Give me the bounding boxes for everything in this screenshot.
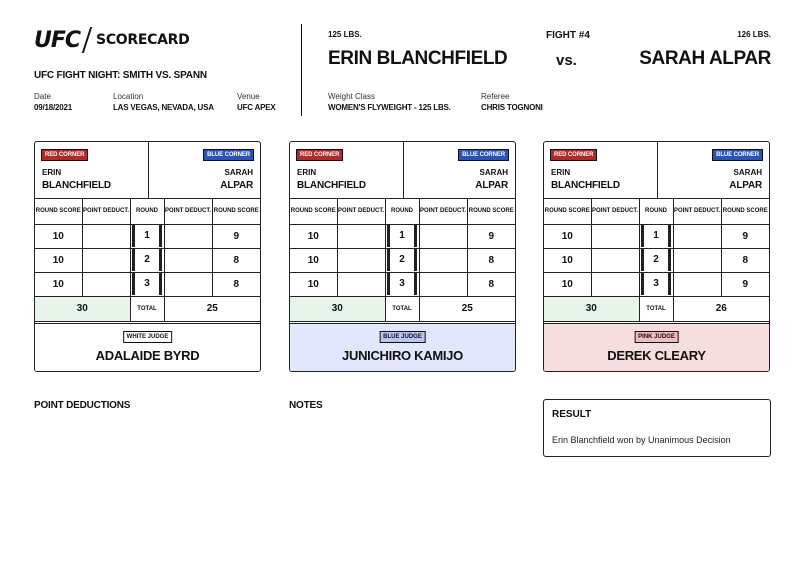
header-divider bbox=[301, 24, 302, 116]
card-divider bbox=[657, 142, 658, 199]
total-label: TOTAL bbox=[639, 296, 673, 321]
judge-name: JUNICHIRO KAMIJO bbox=[342, 348, 463, 363]
blue-round-score: 9 bbox=[212, 224, 260, 248]
judge-name: DEREK CLEARY bbox=[607, 348, 706, 363]
blue-point-deduct-header: POINT DEDUCT. bbox=[419, 199, 467, 224]
blue-point-deduct-header: POINT DEDUCT. bbox=[164, 199, 212, 224]
total-row bbox=[35, 296, 260, 321]
referee-value: CHRIS TOGNONI bbox=[481, 103, 543, 112]
page-title: SCORECARD bbox=[96, 32, 190, 48]
judge-area bbox=[290, 323, 515, 372]
blue-round-score: 8 bbox=[721, 248, 769, 272]
result-title: RESULT bbox=[552, 409, 592, 420]
date-label: Date bbox=[34, 92, 51, 101]
blue-round-score-header: ROUND SCORE bbox=[212, 199, 260, 224]
logo-divider bbox=[82, 27, 92, 53]
blue-total: 26 bbox=[673, 296, 769, 321]
judge-badge: PINK JUDGE bbox=[634, 331, 679, 343]
round-header: ROUND bbox=[639, 199, 673, 224]
round-number bbox=[385, 224, 419, 248]
red-point-deduct-header: POINT DEDUCT. bbox=[591, 199, 639, 224]
blue-fighter-name: SARAH ALPAR bbox=[639, 48, 771, 69]
round-number-value: 2 bbox=[387, 249, 417, 271]
round-number-value: 1 bbox=[132, 225, 162, 247]
red-point-deduct-header: POINT DEDUCT. bbox=[337, 199, 385, 224]
blue-total: 25 bbox=[164, 296, 260, 321]
red-round-score: 10 bbox=[35, 248, 82, 272]
location-label: Location bbox=[113, 92, 144, 101]
round-number bbox=[385, 272, 419, 296]
blue-first-name: SARAH bbox=[479, 168, 508, 177]
round-number-value: 3 bbox=[387, 273, 417, 295]
round-number bbox=[639, 224, 673, 248]
red-round-score-header: ROUND SCORE bbox=[290, 199, 337, 224]
red-point-deduct bbox=[591, 248, 639, 272]
red-point-deduct bbox=[337, 224, 385, 248]
score-header-row bbox=[35, 199, 260, 224]
blue-round-score-header: ROUND SCORE bbox=[721, 199, 769, 224]
point-deductions-title: POINT DEDUCTIONS bbox=[34, 400, 131, 411]
round-row bbox=[290, 272, 515, 296]
red-round-score: 10 bbox=[290, 272, 337, 296]
round-row bbox=[544, 272, 769, 296]
judge-scorecard-1 bbox=[34, 141, 261, 372]
red-corner-badge: RED CORNER bbox=[550, 149, 597, 161]
red-total: 30 bbox=[35, 296, 130, 321]
result-box bbox=[543, 399, 771, 457]
blue-round-score: 8 bbox=[467, 248, 515, 272]
judge-name: ADALAIDE BYRD bbox=[95, 348, 200, 363]
blue-round-score: 9 bbox=[721, 224, 769, 248]
red-point-deduct bbox=[82, 224, 130, 248]
blue-corner-badge: BLUE CORNER bbox=[203, 149, 254, 161]
red-total: 30 bbox=[290, 296, 385, 321]
blue-corner-badge: BLUE CORNER bbox=[458, 149, 509, 161]
red-last-name: BLANCHFIELD bbox=[42, 180, 111, 191]
score-table bbox=[35, 199, 260, 322]
red-first-name: ERIN bbox=[297, 168, 317, 177]
ufc-logo bbox=[34, 26, 189, 54]
fight-number: FIGHT #4 bbox=[546, 30, 590, 41]
red-total: 30 bbox=[544, 296, 639, 321]
blue-fighter-weight: 126 LBS. bbox=[737, 30, 771, 39]
blue-first-name: SARAH bbox=[224, 168, 253, 177]
red-first-name: ERIN bbox=[551, 168, 571, 177]
red-last-name: BLANCHFIELD bbox=[551, 180, 620, 191]
blue-point-deduct bbox=[164, 224, 212, 248]
red-point-deduct bbox=[591, 224, 639, 248]
round-header: ROUND bbox=[130, 199, 164, 224]
round-number-value: 2 bbox=[641, 249, 671, 271]
judge-scorecard-2 bbox=[289, 141, 516, 372]
score-header-row bbox=[290, 199, 515, 224]
blue-point-deduct bbox=[673, 248, 721, 272]
red-corner-badge: RED CORNER bbox=[296, 149, 343, 161]
blue-round-score: 9 bbox=[721, 272, 769, 296]
round-number-value: 2 bbox=[132, 249, 162, 271]
round-number-value: 3 bbox=[641, 273, 671, 295]
round-number bbox=[385, 248, 419, 272]
red-point-deduct bbox=[337, 272, 385, 296]
red-round-score: 10 bbox=[544, 272, 591, 296]
round-row bbox=[290, 248, 515, 272]
total-label: TOTAL bbox=[385, 296, 419, 321]
judge-badge: BLUE JUDGE bbox=[379, 331, 426, 343]
result-text: Erin Blanchfield won by Unanimous Decision bbox=[552, 435, 731, 445]
score-header-row bbox=[544, 199, 769, 224]
blue-round-score: 8 bbox=[212, 272, 260, 296]
venue-label: Venue bbox=[237, 92, 260, 101]
event-name: UFC FIGHT NIGHT: SMITH VS. SPANN bbox=[34, 70, 207, 81]
judge-area bbox=[544, 323, 769, 372]
location-value: LAS VEGAS, NEVADA, USA bbox=[113, 103, 214, 112]
total-row bbox=[290, 296, 515, 321]
total-row bbox=[544, 296, 769, 321]
blue-round-score: 8 bbox=[212, 248, 260, 272]
round-number bbox=[130, 248, 164, 272]
blue-point-deduct bbox=[419, 224, 467, 248]
blue-last-name: ALPAR bbox=[220, 180, 253, 191]
red-round-score: 10 bbox=[35, 224, 82, 248]
referee-label: Referee bbox=[481, 92, 510, 101]
weight-class-value: WOMEN'S FLYWEIGHT - 125 LBS. bbox=[328, 103, 451, 112]
red-point-deduct bbox=[591, 272, 639, 296]
score-table bbox=[544, 199, 769, 322]
ufc-logo-text: UFC bbox=[34, 27, 81, 53]
red-corner-badge: RED CORNER bbox=[41, 149, 88, 161]
date-value: 09/18/2021 bbox=[34, 103, 73, 112]
blue-point-deduct bbox=[419, 248, 467, 272]
round-number bbox=[130, 272, 164, 296]
card-fighters bbox=[35, 142, 260, 199]
round-number bbox=[130, 224, 164, 248]
round-row bbox=[35, 248, 260, 272]
red-fighter-weight: 125 LBS. bbox=[328, 30, 362, 39]
blue-point-deduct bbox=[673, 272, 721, 296]
red-round-score: 10 bbox=[544, 248, 591, 272]
blue-first-name: SARAH bbox=[733, 168, 762, 177]
blue-last-name: ALPAR bbox=[475, 180, 508, 191]
round-number-value: 1 bbox=[641, 225, 671, 247]
blue-point-deduct bbox=[164, 248, 212, 272]
judge-scorecard-3 bbox=[543, 141, 770, 372]
blue-point-deduct bbox=[164, 272, 212, 296]
red-first-name: ERIN bbox=[42, 168, 62, 177]
blue-total: 25 bbox=[419, 296, 515, 321]
round-header: ROUND bbox=[385, 199, 419, 224]
red-point-deduct bbox=[82, 248, 130, 272]
red-point-deduct-header: POINT DEDUCT. bbox=[82, 199, 130, 224]
blue-round-score: 8 bbox=[467, 272, 515, 296]
card-fighters bbox=[290, 142, 515, 199]
red-round-score-header: ROUND SCORE bbox=[544, 199, 591, 224]
red-point-deduct bbox=[337, 248, 385, 272]
round-row bbox=[544, 224, 769, 248]
round-number-value: 3 bbox=[132, 273, 162, 295]
blue-round-score: 9 bbox=[467, 224, 515, 248]
blue-point-deduct bbox=[419, 272, 467, 296]
round-row bbox=[35, 272, 260, 296]
judge-area bbox=[35, 323, 260, 372]
blue-round-score-header: ROUND SCORE bbox=[467, 199, 515, 224]
card-divider bbox=[403, 142, 404, 199]
blue-last-name: ALPAR bbox=[729, 180, 762, 191]
card-divider bbox=[148, 142, 149, 199]
weight-class-label: Weight Class bbox=[328, 92, 375, 101]
round-number bbox=[639, 272, 673, 296]
blue-point-deduct bbox=[673, 224, 721, 248]
round-row bbox=[544, 248, 769, 272]
total-label: TOTAL bbox=[130, 296, 164, 321]
red-point-deduct bbox=[82, 272, 130, 296]
blue-point-deduct-header: POINT DEDUCT. bbox=[673, 199, 721, 224]
card-fighters bbox=[544, 142, 769, 199]
round-row bbox=[35, 224, 260, 248]
round-number bbox=[639, 248, 673, 272]
red-round-score: 10 bbox=[35, 272, 82, 296]
red-round-score: 10 bbox=[544, 224, 591, 248]
round-number-value: 1 bbox=[387, 225, 417, 247]
red-round-score-header: ROUND SCORE bbox=[35, 199, 82, 224]
judge-badge: WHITE JUDGE bbox=[123, 331, 173, 343]
blue-corner-badge: BLUE CORNER bbox=[712, 149, 763, 161]
round-row bbox=[290, 224, 515, 248]
versus-label: vs. bbox=[556, 52, 577, 69]
red-fighter-name: ERIN BLANCHFIELD bbox=[328, 48, 508, 69]
red-round-score: 10 bbox=[290, 248, 337, 272]
venue-value: UFC APEX bbox=[237, 103, 276, 112]
red-last-name: BLANCHFIELD bbox=[297, 180, 366, 191]
notes-title: NOTES bbox=[289, 400, 323, 411]
score-table bbox=[290, 199, 515, 322]
red-round-score: 10 bbox=[290, 224, 337, 248]
